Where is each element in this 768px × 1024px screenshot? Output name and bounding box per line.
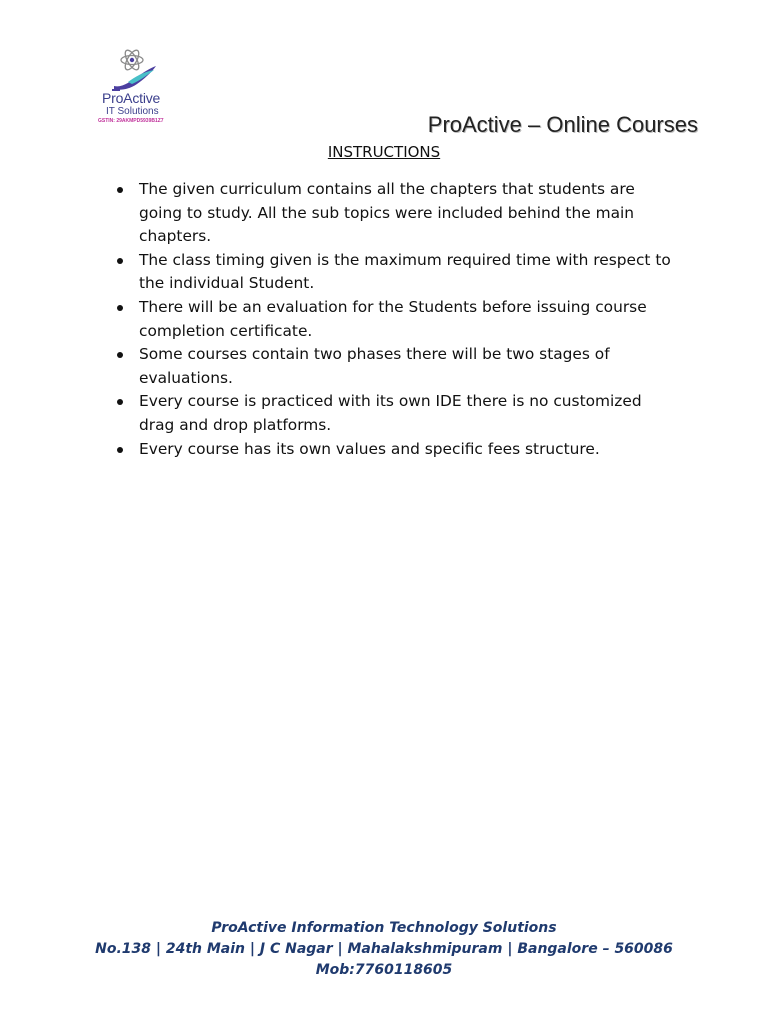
bullet-icon [117, 352, 123, 358]
instruction-item [116, 296, 676, 343]
logo-gstin: GSTIN: 29AKMPD5939B1Z7 [98, 118, 164, 124]
instruction-item [116, 390, 676, 437]
instruction-text: The class timing given is the maximum required time with respect to the individual Student. [139, 250, 671, 293]
instruction-item [116, 178, 676, 249]
instruction-item [116, 438, 676, 462]
footer-address: No.138 | 24th Main | J C Nagar | Mahalakshmipuram | Bangalore – 560086 [95, 941, 673, 957]
instruction-text: Every course is practiced with its own IDE there is no customized drag and drop platforms. [139, 392, 642, 434]
document-title: ProActive – Online Courses [427, 112, 698, 137]
footer-phone: Mob:7760118605 [315, 962, 453, 978]
bullet-icon [117, 399, 123, 405]
bullet-icon [117, 187, 123, 193]
instruction-text: The given curriculum contains all the chapters that students are going to study. All the sub topics were included behind the main chapters. [139, 180, 635, 246]
footer-company: ProActive Information Technology Solutions [211, 920, 557, 936]
logo-subtitle: IT Solutions [106, 106, 159, 117]
instruction-item [116, 343, 676, 390]
instruction-item [116, 249, 676, 296]
instruction-text: Some courses contain two phases there will be two stages of evaluations. [139, 345, 610, 387]
bullet-icon [117, 305, 123, 311]
section-heading: INSTRUCTIONS [327, 143, 441, 161]
instruction-text: There will be an evaluation for the Students before issuing course completion certificate. [139, 297, 647, 340]
logo-name: ProActive [102, 90, 161, 106]
bullet-icon [117, 447, 123, 453]
instruction-text: Every course has its own values and specific fees structure. [139, 439, 600, 458]
instruction-list [116, 178, 676, 461]
page-footer [0, 918, 768, 981]
atom-hand-icon [110, 46, 162, 92]
bullet-icon [117, 258, 123, 264]
company-logo [96, 46, 176, 128]
